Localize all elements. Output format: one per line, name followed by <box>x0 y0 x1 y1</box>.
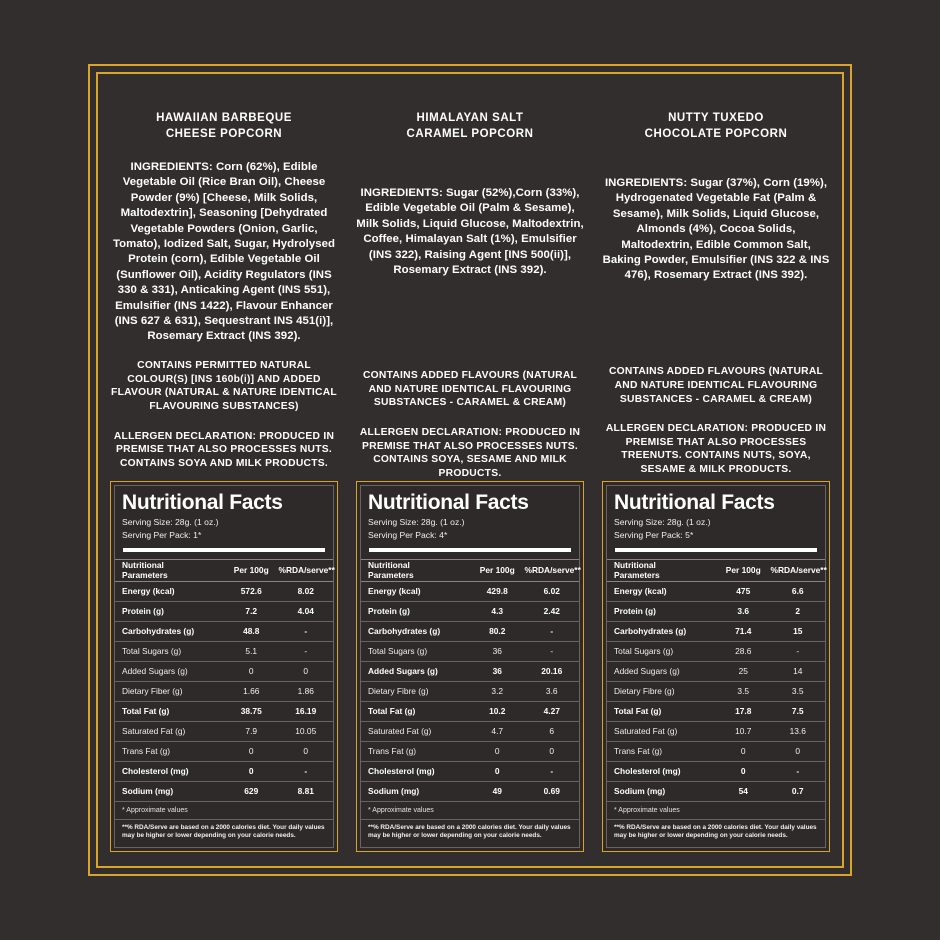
nutrition-row-label: Cholesterol (mg) <box>361 761 470 781</box>
nutrition-row-label: Trans Fat (g) <box>361 741 470 761</box>
nutrition-table-header-row <box>361 559 579 581</box>
nutrition-row-rda: 2 <box>771 601 826 621</box>
ingredients-body: Corn (62%), Edible Vegetable Oil (Rice Bran Oil), Cheese Powder (9%) [Cheese, Milk Solids, Maltodextrin], Seasoning [Dehydrated Vegetable Powders (Onion, Garlic, Tomato), Iodized Salt, Sugar, Hydrolysed Protein (corn), Edible Vegetable Oil (Sunflower Oil), Acidity Regulators (INS 330 & 331), Anticaking Agent (INS 551), Emulsifier (INS 1422), Flavour Enhancer (INS 627 & 631), Sequestrant INS 451(i)], Rosemary Extract (INS 392). <box>112 161 336 343</box>
nutrition-row <box>361 721 579 741</box>
nutrition-row-label: Added Sugars (g) <box>361 661 470 681</box>
nutrition-table-body <box>607 559 825 581</box>
column-header-parameters-line1: Nutritional <box>122 559 164 570</box>
nutrition-row-label: Saturated Fat (g) <box>607 721 716 741</box>
nutrition-row <box>607 621 825 641</box>
nutrition-thick-rule <box>615 548 817 552</box>
column-header-rda: %RDA/serve** <box>771 559 826 581</box>
ingredients-block <box>110 142 338 353</box>
column-header-parameters-line1: Nutritional <box>614 559 656 570</box>
nutrition-row-per-100g: 7.9 <box>224 721 279 741</box>
column-header-parameters <box>115 559 224 581</box>
ingredients-body: Sugar (52%),Corn (33%), Edible Vegetable Oil (Palm & Sesame), Milk Solids, Liquid Glucose, Maltodextrin, Coffee, Himalayan Salt (1%), Emulsifier (INS 322), Raising Agent [INS 500(ii)], Rosemary Extract (INS 392). <box>356 187 584 277</box>
nutrition-table-body <box>115 559 333 581</box>
column-header-parameters-line2: Parameters <box>614 570 660 581</box>
nutrition-footnote-approximate: * Approximate values <box>607 802 825 820</box>
nutrition-row-rda: - <box>279 641 334 661</box>
nutrition-row-per-100g: 10.7 <box>716 721 771 741</box>
nutrition-row-rda: 8.02 <box>279 581 334 601</box>
allergen-declaration: ALLERGEN DECLARATION: PRODUCED IN PREMISE THAT ALSO PROCESSES NUTS. CONTAINS SOYA, SESAME AND MILK PRODUCTS. <box>359 426 581 479</box>
nutrition-row-rda: - <box>279 761 334 781</box>
nutrition-row-label: Total Sugars (g) <box>607 641 716 661</box>
serving-size: Serving Size: 28g. (1 oz.) <box>614 516 711 527</box>
product-title <box>110 110 338 142</box>
nutrition-row <box>115 601 333 621</box>
nutrition-row <box>115 621 333 641</box>
declarations-block <box>602 365 830 480</box>
product-title <box>602 110 830 142</box>
nutrition-row <box>607 761 825 781</box>
nutrition-footnote-rda: **% RDA/Serve are based on a 2000 calories diet. Your daily values may be higher or lower depending on your calorie needs. <box>368 823 571 840</box>
nutrition-row-rda: - <box>279 621 334 641</box>
nutrition-row-label: Saturated Fat (g) <box>115 721 224 741</box>
nutrition-row-per-100g: 54 <box>716 781 771 801</box>
nutrition-row <box>361 681 579 701</box>
column-header-per-100g: Per 100g <box>470 559 525 581</box>
nutrition-row-label: Added Sugars (g) <box>607 661 716 681</box>
nutrition-row-label: Carbohydrates (g) <box>115 621 224 641</box>
column-header-parameters-line2: Parameters <box>122 570 168 581</box>
nutrition-table-body <box>361 559 579 581</box>
product-title-line1: HIMALAYAN SALT <box>416 112 524 124</box>
nutrition-row-rda: 4.04 <box>279 601 334 621</box>
nutrition-row-label: Cholesterol (mg) <box>115 761 224 781</box>
nutrition-row-label: Energy (kcal) <box>361 581 470 601</box>
allergen-declaration: ALLERGEN DECLARATION: PRODUCED IN PREMISE THAT ALSO PROCESSES TREENUTS. CONTAINS NUTS, SOYA, SESAME & MILK PRODUCTS. <box>605 423 827 475</box>
nutrition-row-rda: 4.27 <box>525 701 580 721</box>
nutrition-row-rda: 2.42 <box>525 601 580 621</box>
nutrition-row <box>607 741 825 761</box>
nutrition-row-per-100g: 10.2 <box>470 701 525 721</box>
nutrition-footnote-rda: **% RDA/Serve are based on a 2000 calories diet. Your daily values may be higher or lower depending on your calorie needs. <box>122 823 325 840</box>
nutrition-row <box>607 581 825 601</box>
serving-per-pack: Serving Per Pack: 5* <box>614 530 694 541</box>
nutrition-row-rda: 16.19 <box>279 701 334 721</box>
nutrition-row-rda: 15 <box>771 621 826 641</box>
ingredients-lead: INGREDIENTS: <box>360 187 443 199</box>
ingredients-block <box>356 142 584 363</box>
nutrition-row-label: Sodium (mg) <box>361 781 470 801</box>
nutrition-facts-card <box>110 481 338 852</box>
ingredients-lead: INGREDIENTS: <box>130 161 213 173</box>
nutrition-row-label: Saturated Fat (g) <box>361 721 470 741</box>
nutrition-row-per-100g: 0 <box>470 741 525 761</box>
ingredients-lead: INGREDIENTS: <box>604 177 688 189</box>
nutrition-row-label: Protein (g) <box>607 601 716 621</box>
product-title-line2: CHEESE POPCORN <box>165 128 283 140</box>
nutrition-row <box>607 681 825 701</box>
ingredients-block <box>602 142 830 359</box>
nutrition-facts-table <box>115 559 333 802</box>
nutrition-row-per-100g: 49 <box>470 781 525 801</box>
nutrition-row-label: Total Fat (g) <box>115 701 224 721</box>
nutrition-row-label: Carbohydrates (g) <box>607 621 716 641</box>
nutrition-footnote-rda: **% RDA/Serve are based on a 2000 calories diet. Your daily values may be higher or lower depending on your calorie needs. <box>614 823 817 840</box>
column-header-parameters <box>361 559 470 581</box>
nutrition-row <box>361 601 579 621</box>
column-header-rda: %RDA/serve** <box>525 559 580 581</box>
nutrition-row-rda: 6.02 <box>525 581 580 601</box>
nutrition-facts-table <box>607 559 825 802</box>
ingredients-body: Sugar (37%), Corn (19%), Hydrogenated Vegetable Fat (Palm & Sesame), Milk Solids, Liquid Glucose, Almonds (4%), Cocoa Solids, Maltodextrin, Edible Common Salt, Baking Powder, Emulsifier (INS 322 & INS 476), Rosemary Extract (INS 392). <box>602 177 830 282</box>
nutrition-row-rda: 20.16 <box>525 661 580 681</box>
nutrition-row-per-100g: 429.8 <box>470 581 525 601</box>
nutrition-row-per-100g: 17.8 <box>716 701 771 721</box>
nutrition-row-label: Total Fat (g) <box>607 701 716 721</box>
nutrition-row-label: Added Sugars (g) <box>115 661 224 681</box>
nutrition-facts-header <box>361 486 579 559</box>
nutrition-row-rda: 8.81 <box>279 781 334 801</box>
nutrition-row-label: Trans Fat (g) <box>607 741 716 761</box>
nutrition-thick-rule <box>123 548 325 552</box>
nutrition-row <box>607 721 825 741</box>
nutrition-row <box>115 761 333 781</box>
column-header-per-100g: Per 100g <box>716 559 771 581</box>
nutrition-row-rda: 10.05 <box>279 721 334 741</box>
product-title-line2: CARAMEL POPCORN <box>406 128 534 140</box>
nutrition-row <box>607 641 825 661</box>
nutrition-row-per-100g: 475 <box>716 581 771 601</box>
nutrition-row-label: Dietary Fibre (g) <box>361 681 470 701</box>
nutrition-row-rda: - <box>525 761 580 781</box>
nutrition-row-rda: - <box>771 641 826 661</box>
nutrition-row-label: Dietary Fiber (g) <box>115 681 224 701</box>
nutrition-row-per-100g: 71.4 <box>716 621 771 641</box>
nutrition-rows-1 <box>361 581 579 801</box>
nutrition-facts-title: Nutritional Facts <box>122 490 283 514</box>
product-title-line1: NUTTY TUXEDO <box>668 112 764 124</box>
nutrition-table-header-row <box>607 559 825 581</box>
nutrition-row-label: Total Sugars (g) <box>361 641 470 661</box>
nutrition-facts-title: Nutritional Facts <box>614 490 775 514</box>
nutrition-row-rda: 0.69 <box>525 781 580 801</box>
nutrition-row-label: Total Sugars (g) <box>115 641 224 661</box>
nutrition-row-per-100g: 36 <box>470 641 525 661</box>
nutrition-row-rda: 6.6 <box>771 581 826 601</box>
nutrition-row-per-100g: 3.5 <box>716 681 771 701</box>
nutrition-row-per-100g: 0 <box>716 761 771 781</box>
nutrition-row-label: Trans Fat (g) <box>115 741 224 761</box>
nutrition-row-rda: 6 <box>525 721 580 741</box>
column-header-per-100g: Per 100g <box>224 559 279 581</box>
nutrition-row-label: Energy (kcal) <box>115 581 224 601</box>
nutrition-row-rda: 7.5 <box>771 701 826 721</box>
ingredients-text <box>110 160 338 345</box>
nutrition-row <box>607 661 825 681</box>
nutrition-row-per-100g: 0 <box>224 741 279 761</box>
nutrition-table-header-row <box>115 559 333 581</box>
nutrition-row <box>361 741 579 761</box>
nutrition-row-per-100g: 4.3 <box>470 601 525 621</box>
nutrition-facts-inner <box>114 485 334 848</box>
ingredients-text <box>602 176 830 284</box>
nutrition-row-label: Protein (g) <box>361 601 470 621</box>
nutrition-row <box>361 661 579 681</box>
product-column-nutty-tuxedo-chocolate <box>602 88 830 852</box>
product-column-hawaiian-barbeque-cheese <box>110 88 338 852</box>
nutrition-row-per-100g: 80.2 <box>470 621 525 641</box>
nutrition-row-rda: 0 <box>771 741 826 761</box>
nutrition-row-label: Cholesterol (mg) <box>607 761 716 781</box>
nutrition-facts-inner <box>360 485 580 848</box>
nutrition-row <box>115 781 333 801</box>
nutrition-row-label: Energy (kcal) <box>607 581 716 601</box>
nutrition-thick-rule <box>369 548 571 552</box>
nutrition-row-label: Carbohydrates (g) <box>361 621 470 641</box>
nutrition-row-per-100g: 38.75 <box>224 701 279 721</box>
nutrition-row-per-100g: 0 <box>470 761 525 781</box>
nutrition-row-label: Sodium (mg) <box>115 781 224 801</box>
nutrition-row-per-100g: 0 <box>224 661 279 681</box>
ingredients-text <box>356 186 584 278</box>
serving-size: Serving Size: 28g. (1 oz.) <box>122 516 219 527</box>
nutrition-facts-inner <box>606 485 826 848</box>
declarations-block <box>356 369 584 481</box>
nutrition-row-rda: 0 <box>279 661 334 681</box>
product-column-himalayan-salt-caramel <box>356 88 584 852</box>
nutrition-row-per-100g: 25 <box>716 661 771 681</box>
product-title-line1: HAWAIIAN BARBEQUE <box>156 112 292 124</box>
nutrition-row <box>361 621 579 641</box>
nutrition-row-rda: 0 <box>279 741 334 761</box>
nutrition-facts-header <box>115 486 333 559</box>
nutrition-rows-2 <box>607 581 825 801</box>
nutrition-facts-card <box>602 481 830 852</box>
nutrition-facts-header <box>607 486 825 559</box>
nutrition-row <box>115 681 333 701</box>
nutrition-facts-table <box>361 559 579 802</box>
nutrition-row-per-100g: 5.1 <box>224 641 279 661</box>
nutrition-row-rda: 3.6 <box>525 681 580 701</box>
nutrition-row <box>361 761 579 781</box>
nutrition-row <box>607 601 825 621</box>
nutrition-row-per-100g: 4.7 <box>470 721 525 741</box>
nutrition-row-rda: - <box>771 761 826 781</box>
nutrition-footnote-approximate: * Approximate values <box>115 802 333 820</box>
nutrition-row-per-100g: 629 <box>224 781 279 801</box>
nutrition-row <box>607 701 825 721</box>
allergen-declaration: ALLERGEN DECLARATION: PRODUCED IN PREMISE THAT ALSO PROCESSES NUTS. CONTAINS SOYA AND MILK PRODUCTS. <box>113 430 335 469</box>
nutrition-row-per-100g: 3.6 <box>716 601 771 621</box>
nutrition-row <box>607 781 825 801</box>
column-header-parameters-line1: Nutritional <box>368 559 410 570</box>
nutrition-rows-0 <box>115 581 333 801</box>
nutrition-row-per-100g: 7.2 <box>224 601 279 621</box>
nutrition-row-label: Dietary Fibre (g) <box>607 681 716 701</box>
nutrition-footnote-approximate: * Approximate values <box>361 802 579 820</box>
product-columns <box>110 88 830 852</box>
nutrition-row-per-100g: 36 <box>470 661 525 681</box>
serving-per-pack: Serving Per Pack: 1* <box>122 530 202 541</box>
nutrition-row-rda: 13.6 <box>771 721 826 741</box>
nutrition-row-per-100g: 0 <box>224 761 279 781</box>
contains-statement: CONTAINS ADDED FLAVOURS (NATURAL AND NATURE IDENTICAL FLAVOURING SUBSTANCES - CARAMEL & CREAM) <box>362 370 578 409</box>
nutrition-facts-title: Nutritional Facts <box>368 490 529 514</box>
nutrition-row-rda: 3.5 <box>771 681 826 701</box>
nutrition-row <box>115 701 333 721</box>
nutrition-row <box>361 581 579 601</box>
product-title <box>356 110 584 142</box>
nutrition-row-label: Sodium (mg) <box>607 781 716 801</box>
nutrition-row <box>115 641 333 661</box>
product-title-line2: CHOCOLATE POPCORN <box>644 128 788 140</box>
nutrition-row-per-100g: 28.6 <box>716 641 771 661</box>
nutrition-row-label: Protein (g) <box>115 601 224 621</box>
nutrition-row-rda: - <box>525 621 580 641</box>
nutrition-row-rda: 1.86 <box>279 681 334 701</box>
nutrition-row <box>361 641 579 661</box>
serving-per-pack: Serving Per Pack: 4* <box>368 530 448 541</box>
nutrition-row-per-100g: 1.66 <box>224 681 279 701</box>
serving-size: Serving Size: 28g. (1 oz.) <box>368 516 465 527</box>
nutrition-row <box>361 781 579 801</box>
column-header-rda: %RDA/serve** <box>279 559 334 581</box>
nutrition-row <box>115 721 333 741</box>
contains-statement: CONTAINS ADDED FLAVOURS (NATURAL AND NATURE IDENTICAL FLAVOURING SUBSTANCES - CARAMEL & CREAM) <box>608 366 824 405</box>
nutrition-row-per-100g: 572.6 <box>224 581 279 601</box>
nutrition-row-rda: 14 <box>771 661 826 681</box>
nutrition-facts-card <box>356 481 584 852</box>
nutrition-row <box>115 741 333 761</box>
nutrition-row <box>115 661 333 681</box>
nutrition-row-rda: - <box>525 641 580 661</box>
nutrition-row <box>361 701 579 721</box>
nutrition-row-rda: 0 <box>525 741 580 761</box>
declarations-block <box>110 359 338 481</box>
nutrition-row-per-100g: 0 <box>716 741 771 761</box>
contains-statement: CONTAINS PERMITTED NATURAL COLOUR(S) [INS 160b(i)] AND ADDED FLAVOUR (NATURAL & NATURE IDENTICAL FLAVOURING SUBSTANCES) <box>111 360 337 412</box>
nutrition-row-per-100g: 3.2 <box>470 681 525 701</box>
nutrition-row <box>115 581 333 601</box>
nutrition-row-rda: 0.7 <box>771 781 826 801</box>
nutrition-row-label: Total Fat (g) <box>361 701 470 721</box>
column-header-parameters-line2: Parameters <box>368 570 414 581</box>
column-header-parameters <box>607 559 716 581</box>
nutrition-row-per-100g: 48.8 <box>224 621 279 641</box>
